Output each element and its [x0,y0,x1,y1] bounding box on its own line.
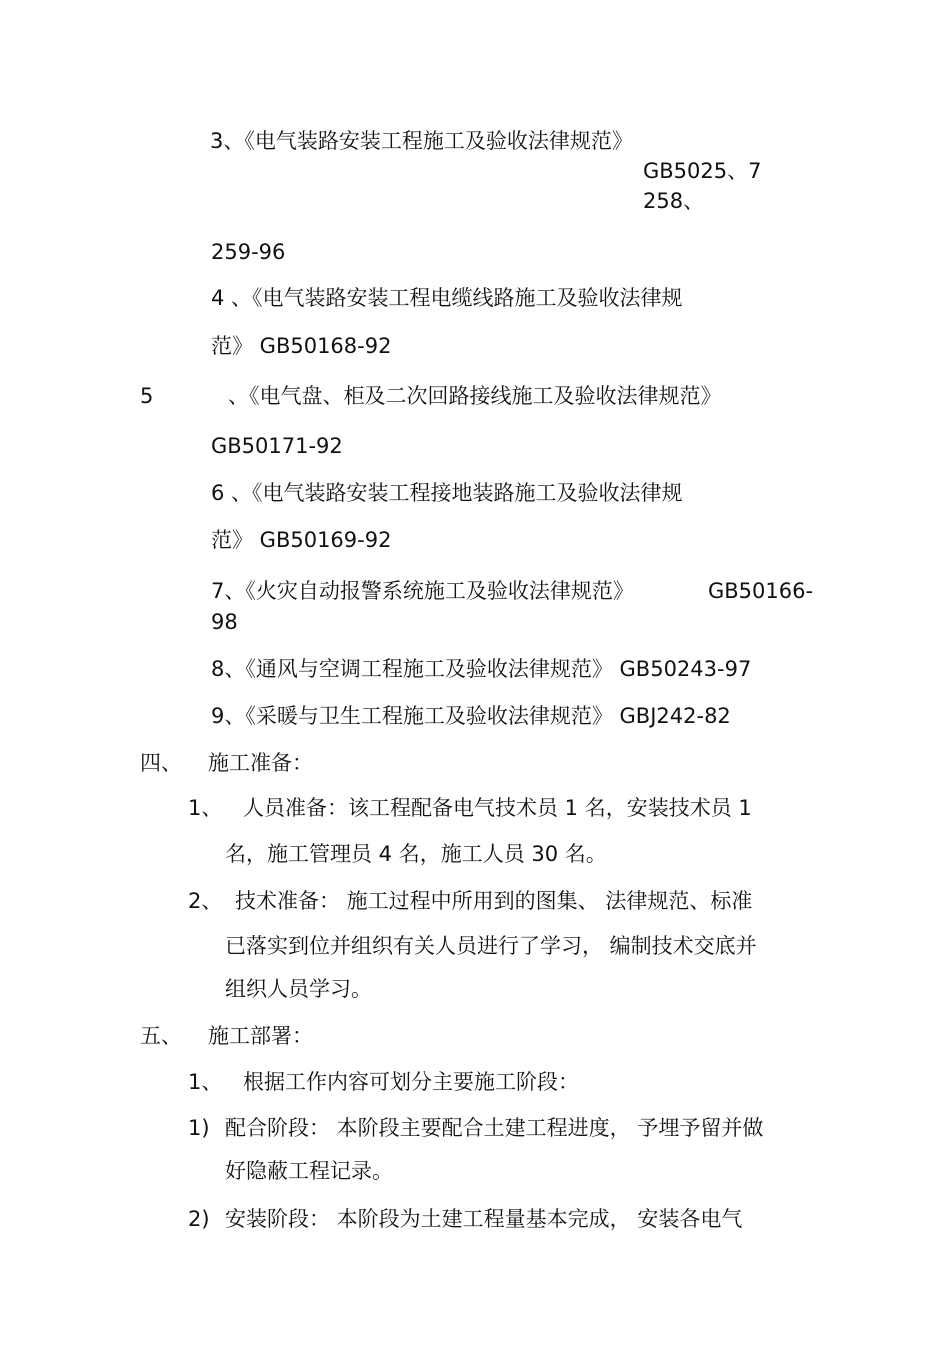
spec-item-4-code: 范》 GB50168-92 [211,334,392,358]
phase-1-text: 配合阶段： 本阶段主要配合土建工程进度， 予埋予留并做 [225,1116,764,1140]
deploy-item-1-number: 1、 [188,1070,223,1094]
spec-item-7-code-part1: GB50166- [708,579,814,603]
spec-item-4-title: 4 、《电气装路安装工程电缆线路施工及验收法律规 [211,286,683,310]
spec-item-5-code: GB50171-92 [211,434,343,458]
prep-item-1-text: 人员准备：该工程配备电气技术员 1 名，安装技术员 1 [243,796,752,820]
spec-item-3-code-part3: 259-96 [211,240,286,264]
prep-item-2-text: 技术准备： 施工过程中所用到的图集、 法律规范、标准 [235,889,753,913]
spec-item-6-code: 范》 GB50169-92 [211,528,392,552]
spec-item-8: 8、《通风与空调工程施工及验收法律规范》 GB50243-97 [211,657,752,681]
section-5-title: 施工部署： [208,1024,313,1048]
spec-item-6-title: 6 、《电气装路安装工程接地装路施工及验收法律规 [211,481,683,505]
phase-1-number: 1) [188,1116,210,1140]
phase-2-number: 2) [188,1207,210,1231]
spec-item-7-code-part2: 98 [211,610,238,634]
prep-item-2-text-cont2: 组织人员学习。 [225,977,372,1001]
section-5-number: 五、 [140,1024,182,1048]
section-4-title: 施工准备： [208,751,313,775]
phase-1-text-cont: 好隐蔽工程记录。 [225,1159,393,1183]
spec-item-3-code-part1: GB5025、7 [643,159,762,183]
phase-2-text: 安装阶段： 本阶段为土建工程量基本完成， 安装各电气 [225,1207,743,1231]
prep-item-2-text-cont1: 已落实到位并组织有关人员进行了学习， 编制技术交底并 [225,934,757,958]
deploy-item-1-text: 根据工作内容可划分主要施工阶段： [243,1070,579,1094]
spec-item-9: 9、《采暖与卫生工程施工及验收法律规范》 GBJ242-82 [211,704,731,728]
section-4-number: 四、 [140,751,182,775]
spec-item-5-number: 5 [140,384,154,408]
prep-item-1-number: 1、 [188,796,223,820]
prep-item-1-text-cont: 名，施工管理员 4 名，施工人员 30 名。 [225,842,607,866]
spec-item-5-title: 、《电气盘、柜及二次回路接线施工及验收法律规范》 [228,384,722,408]
spec-item-7-title: 7、《火灾自动报警系统施工及验收法律规范》 [211,579,634,603]
spec-item-3-code-part2: 258、 [643,189,705,213]
prep-item-2-number: 2、 [188,889,223,913]
spec-item-3-title: 3、《电气装路安装工程施工及验收法律规范》 [210,129,633,153]
